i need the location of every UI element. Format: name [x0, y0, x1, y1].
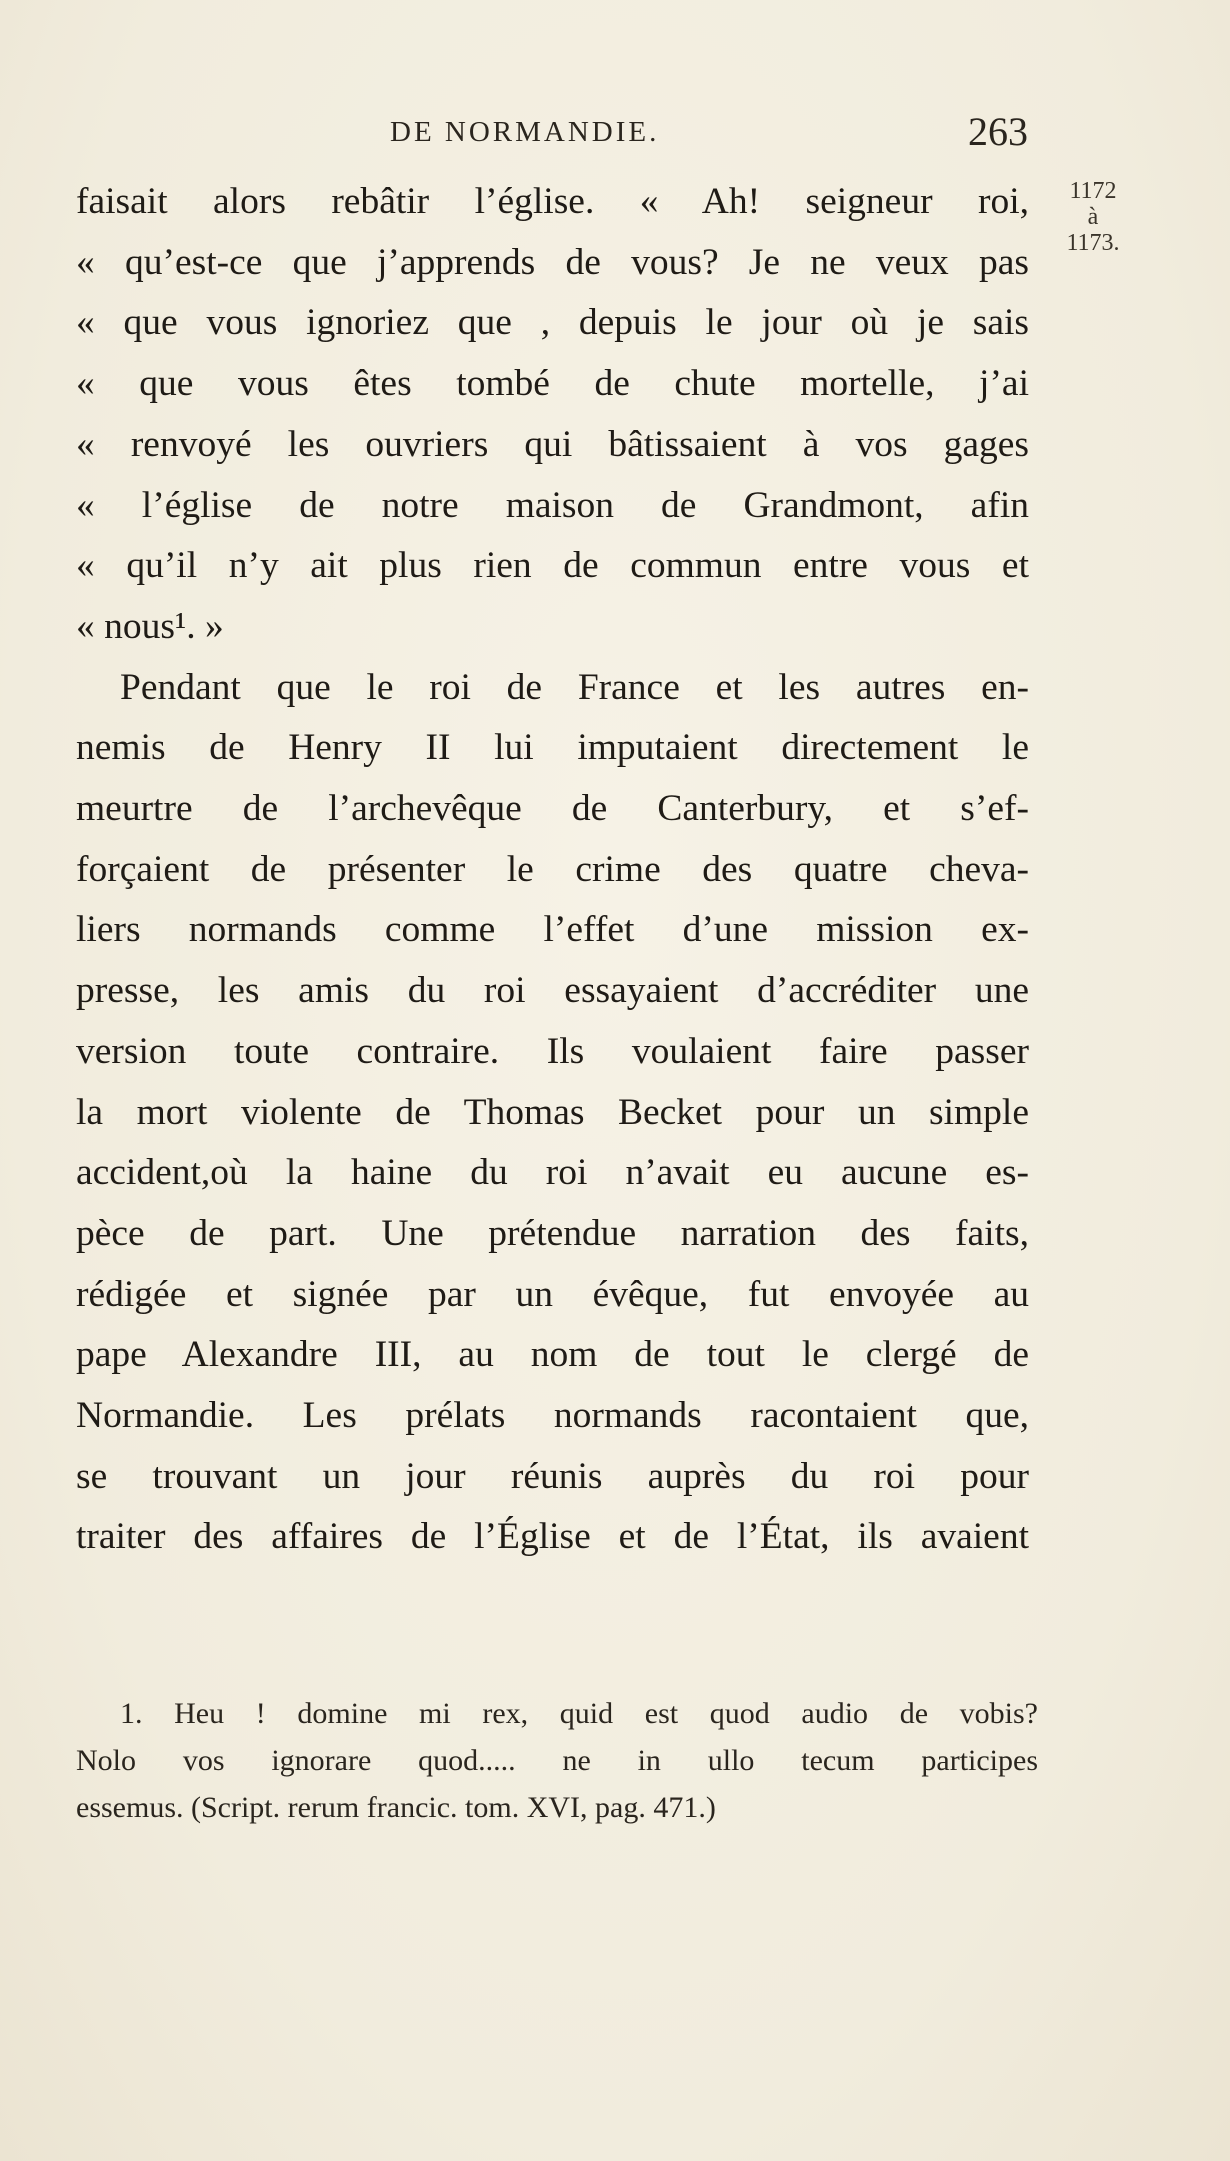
text-line: se trouvant un jour réunis auprès du roi pour: [76, 1455, 1029, 1497]
text-line: meurtre de l’archevêque de Canterbury, et s’ef-: [76, 788, 1029, 830]
text-line: Normandie. Les prélats normands racontaient que,: [76, 1395, 1029, 1437]
margin-date-connector: à: [1087, 204, 1099, 230]
margin-date-note: [1043, 178, 1143, 256]
running-title: DE NORMANDIE.: [390, 116, 660, 148]
text-line: nemis de Henry II lui imputaient directement le: [76, 727, 1029, 769]
text-line: « qu’il n’y ait plus rien de commun entre vous et: [76, 545, 1029, 587]
footnote-line: 1. Heu ! domine mi rex, quid est quod audio de vobis?: [120, 1697, 1038, 1730]
margin-date-end: 1173.: [1066, 230, 1120, 256]
text-line: « renvoyé les ouvriers qui bâtissaient à vos gages: [76, 423, 1029, 465]
text-line: « qu’est-ce que j’apprends de vous? Je ne veux pas: [76, 241, 1029, 283]
text-line: accident,où la haine du roi n’avait eu aucune es-: [76, 1152, 1029, 1194]
footnote-line: Nolo vos ignorare quod..... ne in ullo tecum participes: [76, 1744, 1038, 1777]
text-line: « nous¹. »: [76, 605, 224, 647]
margin-date-start: 1172: [1069, 178, 1117, 204]
text-line: pèce de part. Une prétendue narration des faits,: [76, 1212, 1029, 1254]
text-line: « que vous ignoriez que , depuis le jour où je sais: [76, 302, 1029, 344]
text-line: pape Alexandre III, au nom de tout le clergé de: [76, 1334, 1029, 1376]
text-line: la mort violente de Thomas Becket pour un simple: [76, 1091, 1029, 1133]
page-number: 263: [968, 109, 1028, 154]
text-line: rédigée et signée par un évêque, fut envoyée au: [76, 1273, 1029, 1315]
footnote-line: essemus. (Script. rerum francic. tom. XVI, pag. 471.): [76, 1791, 716, 1824]
text-line: forçaient de présenter le crime des quatre cheva-: [76, 848, 1029, 890]
text-line: version toute contraire. Ils voulaient faire passer: [76, 1030, 1029, 1072]
text-line: liers normands comme l’effet d’une mission ex-: [76, 909, 1029, 951]
text-line: traiter des affaires de l’Église et de l’État, ils avaient: [76, 1516, 1029, 1558]
running-head: [0, 108, 1230, 158]
paragraph-first-line: Pendant que le roi de France et les autres en-: [120, 666, 1029, 708]
text-line: « que vous êtes tombé de chute mortelle, j’ai: [76, 363, 1029, 405]
text-line: « l’église de notre maison de Grandmont, afin: [76, 484, 1029, 526]
text-line: presse, les amis du roi essayaient d’accréditer une: [76, 970, 1029, 1012]
footnotes: [76, 1690, 1038, 1831]
text-line: faisait alors rebâtir l’église. « Ah! seigneur roi,: [76, 181, 1029, 222]
body-text: [76, 172, 1029, 1568]
